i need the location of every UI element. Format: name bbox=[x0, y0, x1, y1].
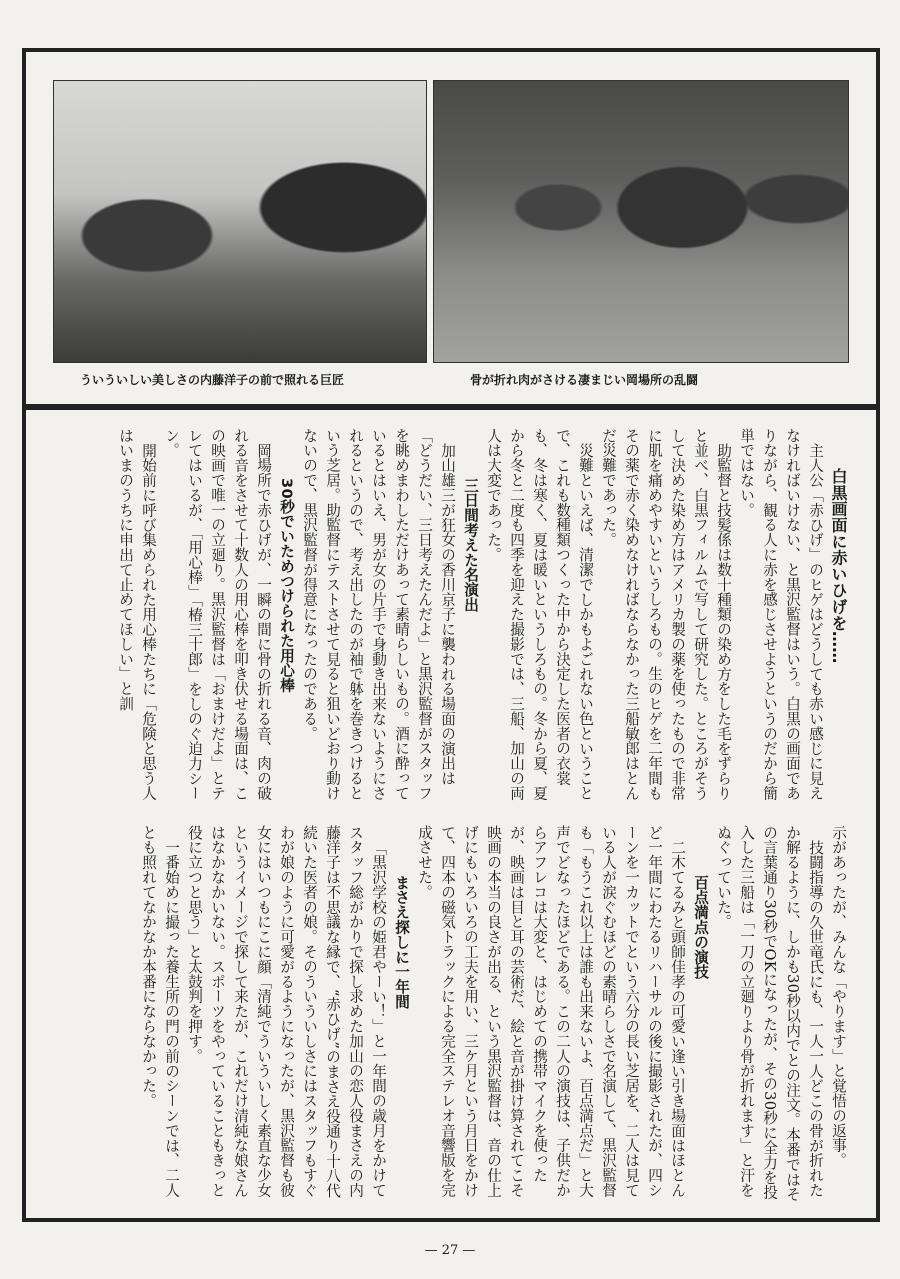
caption-left: ういういしい美しさの内藤洋子の前で照れる巨匠 bbox=[80, 373, 345, 387]
section-heading: 三日間考えた名演出 bbox=[462, 478, 479, 613]
paragraph: 示があったが、みんな「やります」と覚悟の返事。 bbox=[830, 825, 847, 1168]
paragraph: 助監督と技髪係は数十種類の染め方をした毛をずらりと並べ、白黒フィルムで写して研究した。ところがそうして決めた染め方はアメリカ製の薬を使ったもので非常に肌を痛めやすいというしろもの。生のヒゲを二年間もその薬で赤く染めなければならなかった三船敏郎はとんだ災難であった。 bbox=[600, 428, 732, 801]
paragraph: 「黒沢学校の姫君やーい！」と一年間の歳月をかけてスタッフ総がかりで探し求めた加山の恋人役まさえの内藤洋子は不思議な縁で、“赤ひげ”のまさえ役通り十八代続いた医者の娘。そのういういしさにはスタッフもすぐわが娘のように可愛がるようになったが、黒沢監督も彼女にはいつもにこに顔「清純でういういしく素直な少女というイメージで探して来たが、これだけ清純な娘さんはなかなかいない。スポーツをやっていることもきっと役に立つと思う」と太鼓判を押す。 bbox=[186, 825, 387, 1199]
section-heading: 百点満点の演技 bbox=[692, 875, 709, 980]
section-heading: 30秒でいためつけられた用心棒 bbox=[278, 478, 295, 693]
article-upper-block bbox=[60, 428, 850, 813]
paragraph: 災難といえば、清潔でしかもよごれない色ということで、これも数種類つくった中から決定した医者の衣裳も、冬は寒く、夏は暖いというしろもの。冬から夏、夏から冬と二度も四季を迎えた撮影では、三船、加山の両人は大変であった。 bbox=[485, 428, 594, 801]
photo-director-and-actress bbox=[53, 80, 427, 363]
paragraph: 加山雄三が狂女の香川京子に襲われる場面の演出は「どうだい、三日考えたんだよ」と黒沢監督がスタッフを眺めまわしただけあって素晴らしいもの。酒に酔っているとはいえ、男が女の片手で身動き出来ないようにされるというので、考え出したのが袖で躰を巻きつけるという芝居。助監督にテストさせて見ると狙いどおり動けないので、黒沢監督が得意になったのである。 bbox=[301, 428, 456, 801]
paragraph: 開始前に呼び集められた用心棒たちに「危険と思う人はいまのうちに申出て止めてほしい」と訓 bbox=[117, 428, 157, 801]
paragraph: 岡場所で赤ひげが、一瞬の間に骨の折れる音、肉の破れる音をさせて十数人の用心棒を叩き伏せる場面は、この映画で唯一の立廻り。黒沢監督は「おまけだよ」とテレてはいるが、「用心棒」「椿三十郎」をしのぐ迫力シーン。 bbox=[163, 428, 272, 801]
article-lower-block bbox=[60, 825, 850, 1203]
section-heading: まさえ探しに一年間 bbox=[393, 875, 410, 1010]
caption-right: 骨が折れ肉がさける凄まじい岡場所の乱闘 bbox=[470, 373, 699, 387]
paragraph: 主人公「赤ひげ」のヒゲはどうしても赤い感じに見えなければいけない、と黒沢監督はいう。白黒の画面でありながら、観る人に赤を感じさせようというのだから簡単ではない。 bbox=[738, 428, 824, 801]
paragraph: 技闘指導の久世竜氏にも、一人一人どこの骨が折れたか解るように、しかも30秒以内でとの注文。本番ではその言葉通り30秒でOKになったが、その30秒に全力を投入した三船は「一刀の立廻りより骨が折れます」と汗をぬぐっていた。 bbox=[715, 825, 824, 1202]
section-heading: 白黒画面に赤いひげを…… bbox=[829, 468, 848, 664]
page-number: — 27 — bbox=[424, 1243, 476, 1258]
photo-brawl-scene bbox=[433, 80, 849, 363]
paragraph: 一番始めに撮った養生所の門の前のシーンでは、二人とも照れてなかなか本番にならなかった。 bbox=[140, 825, 180, 1198]
paragraph: 二木てるみと頭師佳孝の可愛い逢い引き場面はほとんど一年間にわたるリハーサルの後に撮影されたが、四シーンを一カットでという六分の長い芝居を、二人は見ている人が涙ぐむほどの素晴らしさで名演して、黒沢監督も「もうこれ以上は誰も出来ないよ、百点満点だ」と大声でどなったほどである。この二人の演技は、子供だからアフレコは大変と、はじめての携帯マイクを使ったが、映画は目と耳の芸術だ、絵と音が掛け算されてこそ映画の本当の良さが出る、という黒沢監督は、音の仕上げにもいろいろの工夫を用い、三ケ月という月日をかけて、四本の磁気トラックによる完全ステレオ音響版を完成させた。 bbox=[416, 825, 686, 1198]
